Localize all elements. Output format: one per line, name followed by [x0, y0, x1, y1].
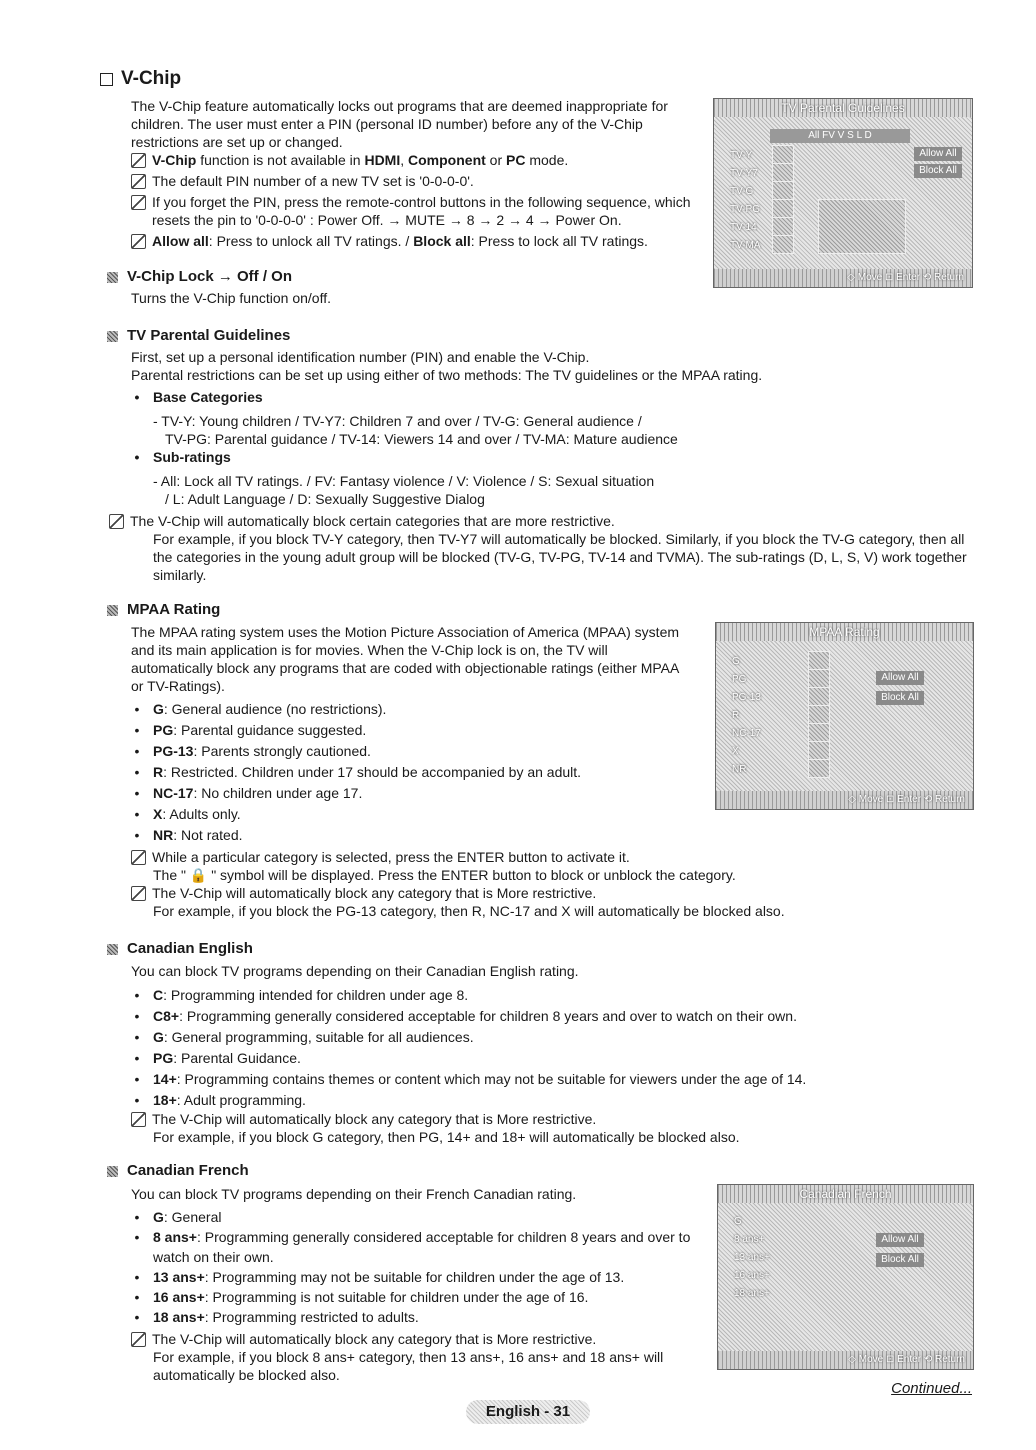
list-item	[131, 1207, 691, 1227]
list-item: • Sub-ratings	[134, 449, 231, 465]
bullet-icon: •	[134, 1269, 140, 1285]
text-line: For example, if you block TV-Y category, then TV-Y7 will automatically be blocked. Similarly, if you block the TV-G category, then all the categories in the young adult group will be blocked (TV-G, TV-PG, TV-14 and TVMA). The sub-ratings (D, L, S, V) work together similarly.	[153, 531, 967, 583]
can-en-text: You can block TV programs depending on their Canadian English rating.	[131, 963, 579, 979]
list-item	[131, 1227, 691, 1267]
note: The V-Chip will automatically block any category that is More restrictive.	[131, 884, 831, 902]
section-icon	[107, 1166, 118, 1177]
bullet-icon: •	[134, 701, 140, 717]
osd-row: 13 ans+	[734, 1252, 770, 1263]
note-2: The default PIN number of a new TV set is '0-0-0-0'.	[131, 172, 701, 190]
bullet-icon: •	[134, 806, 140, 822]
osd-row: G	[734, 1216, 742, 1227]
list-item-key: PG	[153, 722, 174, 738]
list-item-value: : Programming generally considered acceptable for children 8 years and over to watch on their own.	[153, 1229, 691, 1265]
list-item	[131, 985, 931, 1006]
page-number: English - 31	[466, 1400, 590, 1424]
vchip-lock-text: Turns the V-Chip function on/off.	[131, 290, 332, 306]
tv-parental-body	[131, 348, 971, 584]
osd-row: TV-G	[730, 186, 754, 197]
bullet-icon: •	[134, 827, 140, 843]
note: The V-Chip will automatically block any category that is More restrictive.	[131, 1110, 931, 1128]
note-icon	[131, 1112, 146, 1127]
can-fr-text: You can block TV programs depending on their French Canadian rating.	[131, 1186, 577, 1202]
lock-cell[interactable]	[808, 723, 830, 742]
osd-row: G	[732, 656, 740, 667]
osd-row: PG	[732, 674, 747, 685]
bullet-icon: •	[134, 743, 140, 759]
list-item-value: : Programming contains themes or content which may not be suitable for viewers under the age of 14.	[176, 1071, 807, 1087]
lock-cell[interactable]	[772, 163, 794, 182]
bullet-icon: •	[134, 1029, 140, 1045]
list-item-key: 18 ans+	[153, 1309, 205, 1325]
list-item-value: : Programming generally considered acceptable for children 8 years and over to watch on their own.	[179, 1008, 797, 1024]
list-item-value: : General audience (no restrictions).	[163, 701, 387, 717]
list-item	[131, 1048, 931, 1069]
osd-row: TV-Y7	[730, 168, 758, 179]
allow-all-button[interactable]: Allow All	[914, 147, 962, 161]
list-item	[131, 762, 731, 783]
list-item-key: R	[153, 764, 164, 780]
list-item-key: 16 ans+	[153, 1289, 205, 1305]
section-vchip-lock	[107, 268, 292, 286]
lock-cell[interactable]	[772, 235, 794, 254]
section-heading: Canadian French	[127, 1162, 249, 1179]
bullet-icon: •	[134, 785, 140, 801]
lock-cell[interactable]	[808, 741, 830, 760]
can-fr-list	[131, 1207, 691, 1327]
text-line: - All: Lock all TV ratings. / FV: Fantasy violence / V: Violence / S: Sexual situation	[153, 473, 655, 489]
list-item-value: : Parents strongly cautioned.	[193, 743, 371, 759]
list-item-key: X	[153, 806, 163, 822]
list-item-key: PG	[153, 1050, 174, 1066]
list-item-key: C	[153, 987, 164, 1003]
note-4: Allow all: Press to unlock all TV ratings. / Block all: Press to lock all TV ratings.	[131, 232, 701, 250]
lock-cell[interactable]	[772, 199, 794, 218]
page-title	[100, 70, 181, 88]
bullet-icon: •	[134, 1229, 140, 1245]
section-heading: TV Parental Guidelines	[127, 327, 291, 344]
list-item	[131, 804, 731, 825]
list-item	[131, 825, 731, 846]
section-icon	[107, 944, 118, 955]
intro-text: The V-Chip feature automatically locks out programs that are deemed inappropriate for children. The user must enter a PIN (personal ID number) before any of the V-Chip restrictions are set up or changed.	[131, 98, 668, 150]
checkbox-icon	[100, 73, 113, 86]
lock-cell[interactable]	[808, 669, 830, 688]
osd-body	[718, 1203, 973, 1351]
osd-title: TV Parental Guidelines	[714, 99, 972, 117]
list-item-value: : Adult programming.	[176, 1092, 306, 1108]
bullet-icon: •	[134, 1309, 140, 1325]
can-en-notes	[131, 1110, 931, 1146]
list-item-value: : No children under age 17.	[193, 785, 363, 801]
list-item	[131, 1267, 691, 1287]
list-item-key: G	[153, 1209, 164, 1225]
bullet-icon: •	[134, 987, 140, 1003]
osd-tv-parental	[713, 98, 973, 288]
lock-cell[interactable]	[772, 181, 794, 200]
list-item-value: : Not rated.	[173, 827, 243, 843]
block-all-button[interactable]: Block All	[876, 1253, 924, 1267]
list-item-value: : General programming, suitable for all audiences.	[163, 1029, 474, 1045]
section-heading: V-Chip Lock → Off / On	[127, 268, 292, 285]
list-item-key: PG-13	[153, 743, 194, 759]
note: The V-Chip will automatically block certain categories that are more restrictive.	[109, 512, 971, 530]
section-heading: Canadian English	[127, 940, 253, 957]
bullet-icon: •	[134, 1071, 140, 1087]
osd-row: PG-13	[732, 692, 761, 703]
text-line: / L: Adult Language / D: Sexually Suggestive Dialog	[165, 491, 485, 507]
list-item-value: : Parental guidance suggested.	[173, 722, 367, 738]
list-item-key: NC-17	[153, 785, 194, 801]
osd-title: Canadian French	[718, 1185, 973, 1203]
osd-row: NR	[732, 764, 747, 775]
list-item-value: : Parental Guidance.	[173, 1050, 301, 1066]
list-item-key: NR	[153, 827, 174, 843]
osd-mpaa	[715, 622, 974, 810]
bullet-icon: •	[134, 722, 140, 738]
text-line: For example, if you block 8 ans+ category, then 13 ans+, 16 ans+ and 18 ans+ will automatically be blocked also.	[153, 1349, 664, 1383]
note: While a particular category is selected, press the ENTER button to activate it.	[131, 848, 831, 866]
section-tv-parental	[107, 327, 290, 345]
list-item	[131, 1287, 691, 1307]
mpaa-list	[131, 699, 731, 846]
note-icon	[131, 1332, 146, 1347]
text-line: Parental restrictions can be set up using either of two methods: The TV guidelines or the MPAA rating.	[131, 367, 763, 383]
bullet-icon: •	[134, 1092, 140, 1108]
lock-cell[interactable]	[808, 651, 830, 670]
list-item-value: : Adults only.	[162, 806, 241, 822]
bullet-icon: •	[134, 1050, 140, 1066]
list-item-key: 14+	[153, 1071, 177, 1087]
osd-footer: ◇ Move ⊡ Enter ⟲ Return	[718, 1351, 973, 1369]
list-item	[131, 783, 731, 804]
osd-footer: ◇ Move ⊡ Enter ⟲ Return	[716, 791, 973, 809]
list-item-key: G	[153, 701, 164, 717]
section-canadian-english	[107, 940, 253, 958]
osd-footer: ◇ Move ⊡ Enter ⟲ Return	[714, 269, 972, 287]
lock-grid[interactable]	[818, 199, 906, 254]
osd-columns: All FV V S L D	[770, 129, 910, 143]
lock-cell[interactable]	[808, 705, 830, 724]
allow-all-button[interactable]: Allow All	[876, 671, 924, 685]
allow-all-button[interactable]: Allow All	[876, 1233, 924, 1247]
section-icon	[107, 605, 118, 616]
osd-row: 18 ans+	[734, 1288, 770, 1299]
osd-row: TV-PG	[730, 204, 761, 215]
list-item-value: : Programming may not be suitable for children under the age of 13.	[204, 1269, 625, 1285]
text-line: The " 🔒 " symbol will be displayed. Press the ENTER button to block or unblock the category.	[153, 867, 736, 883]
list-item	[131, 720, 731, 741]
list-item-key: 8 ans+	[153, 1229, 197, 1245]
list-item-value: : Programming restricted to adults.	[204, 1309, 419, 1325]
text-line: For example, if you block the PG-13 category, then R, NC-17 and X will automatically be blocked also.	[153, 903, 785, 919]
text-line: For example, if you block G category, then PG, 14+ and 18+ will automatically be blocked also.	[153, 1129, 740, 1145]
note-icon	[131, 886, 146, 901]
lock-cell[interactable]	[808, 759, 830, 778]
bullet-icon: •	[134, 764, 140, 780]
osd-body	[716, 641, 973, 791]
section-mpaa	[107, 601, 220, 619]
list-item	[131, 741, 731, 762]
can-en-list	[131, 985, 931, 1111]
section-canadian-french	[107, 1162, 249, 1180]
lock-cell[interactable]	[808, 687, 830, 706]
title-text: V-Chip	[121, 68, 182, 89]
list-item	[131, 1090, 931, 1111]
osd-row: TV-14	[730, 222, 757, 233]
list-item	[131, 1006, 931, 1027]
mpaa-notes	[131, 848, 831, 920]
osd-title: MPAA Rating	[716, 623, 973, 641]
osd-body	[714, 117, 972, 269]
note-icon	[109, 514, 124, 529]
osd-row: X	[732, 746, 739, 757]
continued-link: Continued...	[891, 1380, 972, 1397]
text-line: TV-PG: Parental guidance / TV-14: Viewers 14 and over / TV-MA: Mature audience	[165, 431, 678, 447]
list-item-key: C8+	[153, 1008, 180, 1024]
list-item-value: : Programming is not suitable for children under the age of 16.	[204, 1289, 589, 1305]
bullet-icon: •	[134, 1209, 140, 1225]
list-item-value: : Restricted. Children under 17 should be accompanied by an adult.	[163, 764, 582, 780]
block-all-button[interactable]: Block All	[914, 164, 962, 178]
block-all-button[interactable]: Block All	[876, 691, 924, 705]
list-item	[131, 1027, 931, 1048]
list-item-key: G	[153, 1029, 164, 1045]
note-icon	[131, 850, 146, 865]
mpaa-text: The MPAA rating system uses the Motion Picture Association of America (MPAA) system and its main application is for movies. When the V-Chip lock is on, the TV will automatically block any programs that are coded with objectionable ratings (either MPAA or TV-Ratings).	[131, 624, 680, 694]
bullet-icon: •	[134, 1008, 140, 1024]
can-fr-notes	[131, 1330, 691, 1384]
osd-row: TV-MA	[730, 240, 761, 251]
section-icon	[107, 272, 118, 283]
osd-row: 8 ans+	[734, 1234, 765, 1245]
note: The V-Chip will automatically block any category that is More restrictive.	[131, 1330, 691, 1348]
text-line: - TV-Y: Young children / TV-Y7: Children 7 and over / TV-G: General audience /	[153, 413, 642, 429]
text-line: First, set up a personal identification number (PIN) and enable the V-Chip.	[131, 349, 590, 365]
bullet-icon: •	[134, 1289, 140, 1305]
list-item-key: 18+	[153, 1092, 177, 1108]
intro-notes	[131, 151, 701, 250]
section-heading: MPAA Rating	[127, 601, 221, 618]
list-item: • Base Categories	[134, 389, 263, 405]
note-icon	[131, 174, 146, 189]
list-item	[131, 1307, 691, 1327]
osd-row: R	[732, 710, 740, 721]
section-icon	[107, 331, 118, 342]
lock-cell[interactable]	[772, 145, 794, 164]
list-item	[131, 699, 731, 720]
list-item-value: : General	[163, 1209, 222, 1225]
list-item-key: 13 ans+	[153, 1269, 205, 1285]
osd-canadian-french	[717, 1184, 974, 1370]
list-item	[131, 1069, 931, 1090]
osd-row: TV-Y	[730, 150, 753, 161]
note-icon	[131, 234, 146, 249]
list-item-value: : Programming intended for children under age 8.	[163, 987, 469, 1003]
note-3: If you forget the PIN, press the remote-control buttons in the following sequence, which resets the pin to '0-0-0-0' : Power Off. → MUTE → 8 → 2 → 4 → Power On.	[131, 193, 701, 229]
note-icon	[131, 195, 146, 210]
osd-row: 16 ans+	[734, 1270, 770, 1281]
lock-cell[interactable]	[772, 217, 794, 236]
osd-row: NC-17	[732, 728, 761, 739]
note-1: V-Chip function is not available in HDMI, Component or PC mode.	[131, 151, 701, 169]
note-icon	[131, 153, 146, 168]
